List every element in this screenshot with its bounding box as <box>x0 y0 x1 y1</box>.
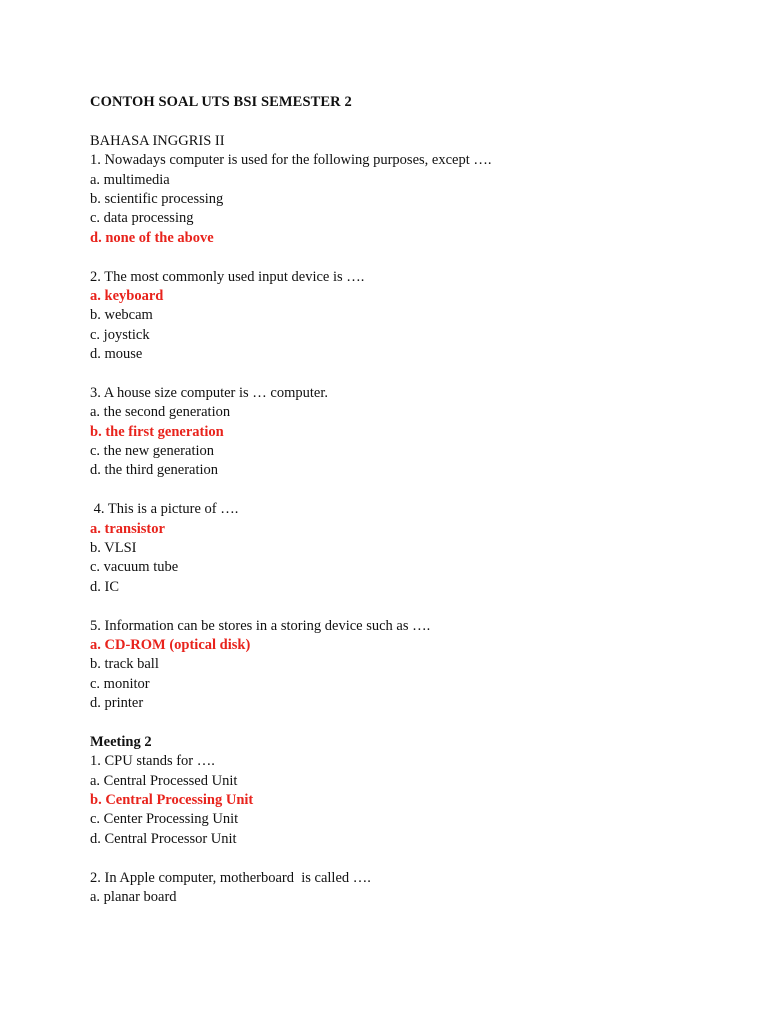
question-text: 5. Information can be stores in a storing device such as …. <box>90 617 431 634</box>
answer-option: c. data processing <box>90 210 194 227</box>
correct-answer-option: d. none of the above <box>90 229 214 246</box>
question-text: 3. A house size computer is … computer. <box>90 384 329 401</box>
correct-answer-option: a. CD-ROM (optical disk) <box>90 636 251 653</box>
answer-option: d. mouse <box>90 346 143 363</box>
answer-option: a. Central Processed Unit <box>90 772 238 789</box>
answer-option: d. Central Processor Unit <box>90 830 237 847</box>
question-text: 1. Nowadays computer is used for the following purposes, except …. <box>90 152 492 169</box>
answer-option: d. printer <box>90 695 144 712</box>
answer-option: a. multimedia <box>90 171 170 188</box>
answer-option: c. monitor <box>90 675 150 692</box>
section-gap <box>90 714 710 733</box>
question-gap <box>90 248 710 267</box>
question-list <box>90 151 710 713</box>
answer-option: b. webcam <box>90 307 153 324</box>
correct-answer-option: b. Central Processing Unit <box>90 792 254 809</box>
subject-heading: BAHASA INGGRIS II <box>90 132 225 149</box>
answer-option: d. the third generation <box>90 462 219 479</box>
answer-option: c. joystick <box>90 326 150 343</box>
question-gap <box>90 597 710 616</box>
correct-answer-option: a. transistor <box>90 520 165 537</box>
answer-option: a. the second generation <box>90 404 231 421</box>
answer-option: c. vacuum tube <box>90 559 179 576</box>
answer-option: d. IC <box>90 578 119 595</box>
meeting-2-question-list <box>90 752 710 907</box>
answer-option: a. planar board <box>90 889 177 906</box>
correct-answer-option: a. keyboard <box>90 287 164 304</box>
question-text: 2. In Apple computer, motherboard is called …. <box>90 869 371 886</box>
question-gap <box>90 481 710 500</box>
question-gap <box>90 364 710 383</box>
question-text: 4. This is a picture of …. <box>90 501 239 518</box>
document-title: CONTOH SOAL UTS BSI SEMESTER 2 <box>90 94 352 110</box>
answer-option: b. scientific processing <box>90 190 224 207</box>
answer-option: b. track ball <box>90 656 159 673</box>
answer-option: c. Center Processing Unit <box>90 811 239 828</box>
correct-answer-option: b. the first generation <box>90 423 224 440</box>
question-text: 2. The most commonly used input device is …. <box>90 268 365 285</box>
answer-option: c. the new generation <box>90 443 215 460</box>
question-gap <box>90 849 710 868</box>
answer-option: b. VLSI <box>90 540 137 556</box>
meeting-2-heading: Meeting 2 <box>90 733 152 750</box>
document-content <box>90 93 710 907</box>
question-text: 1. CPU stands for …. <box>90 753 215 770</box>
